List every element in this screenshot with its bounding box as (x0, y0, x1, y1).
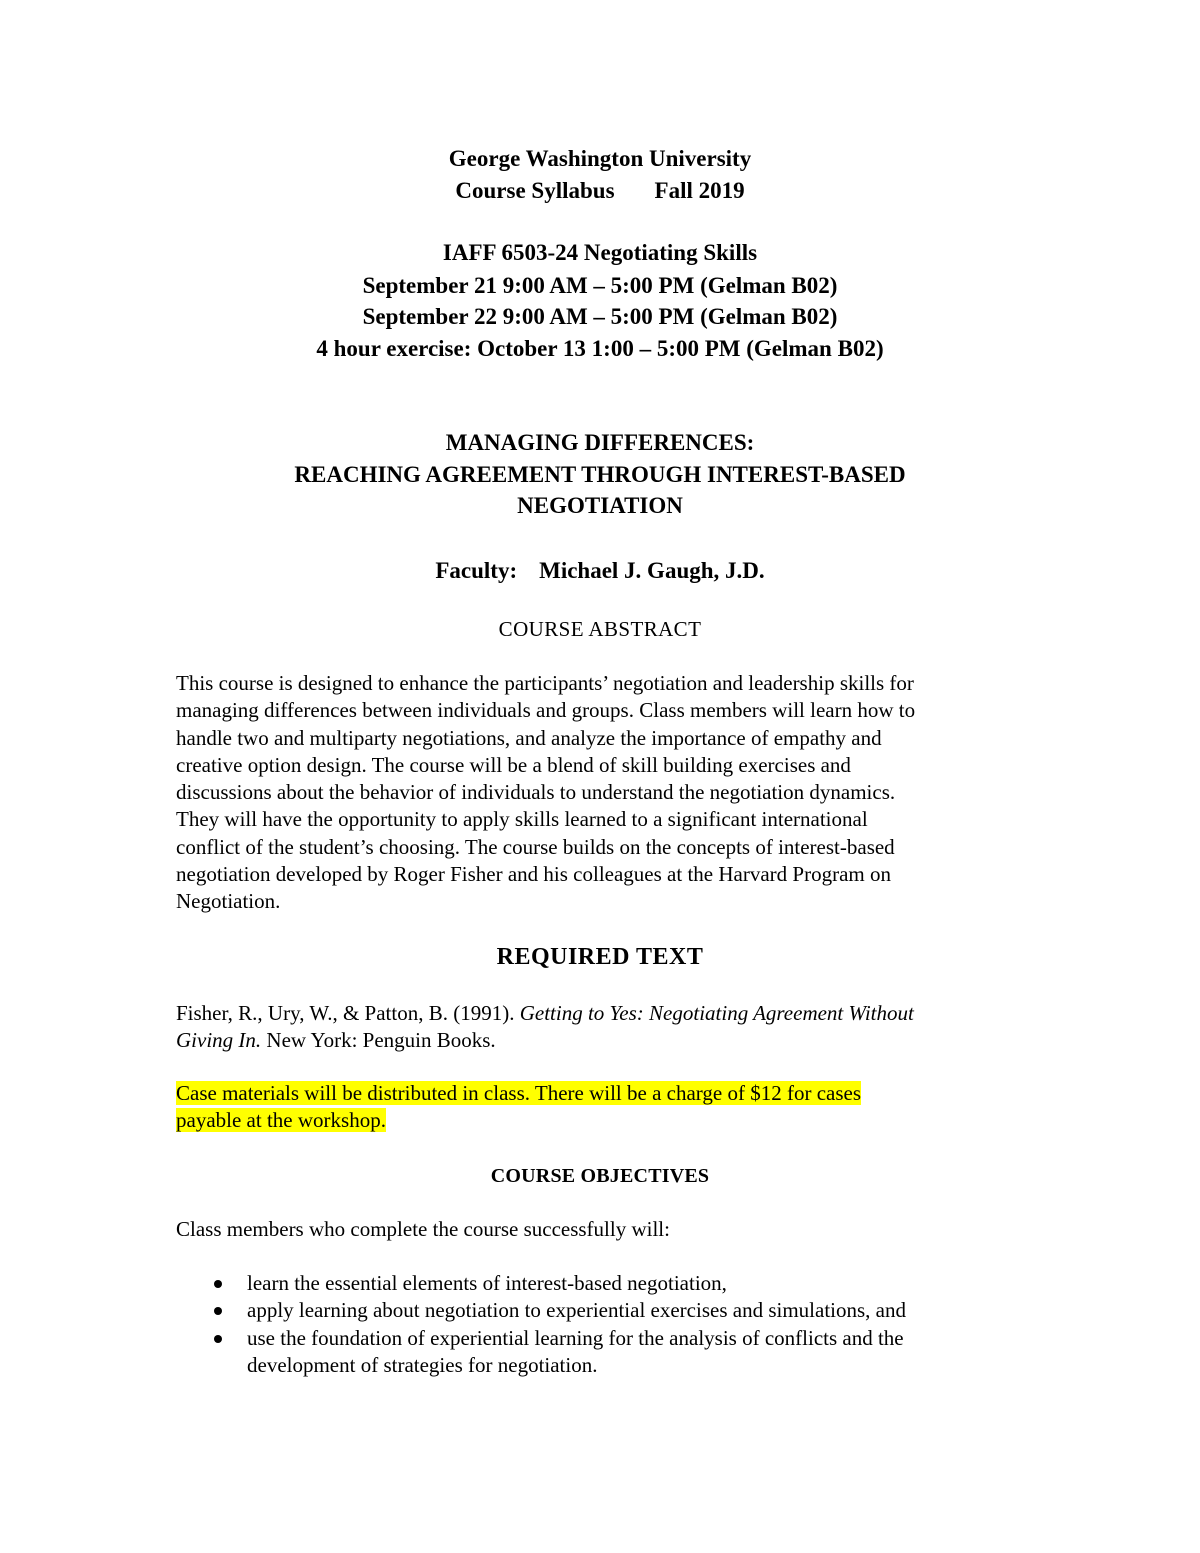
objective-text: learn the essential elements of interest-based negotiation, (247, 1271, 727, 1295)
exercise-session: 4 hour exercise: October 13 1:00 – 5:00 PM (Gelman B02) (316, 336, 884, 361)
syllabus-term-line (0, 175, 1200, 206)
objective-text: use the foundation of experiential learning for the analysis of conflicts and the development of strategies for negotiation. (247, 1325, 904, 1377)
abstract-body (176, 670, 1026, 916)
required-text-heading: REQUIRED TEXT (496, 944, 704, 970)
objectives-heading: COURSE OBJECTIVES (490, 1165, 710, 1187)
list-item (176, 1297, 1026, 1324)
faculty-label: Faculty: (435, 558, 518, 583)
objectives-list (176, 1270, 1026, 1379)
faculty-name: Michael J. Gaugh, J.D. (539, 558, 765, 583)
abstract-line: Negotiation. (176, 889, 281, 914)
required-text-citation (176, 1000, 1026, 1055)
case-materials-note (176, 1080, 1026, 1135)
session-2: September 22 9:00 AM – 5:00 PM (Gelman B02) (362, 304, 838, 329)
citation-publisher: New York: Penguin Books. (261, 1028, 496, 1053)
citation-authors: Fisher, R., Ury, W., & Patton, B. (1991). (176, 1001, 520, 1025)
citation-title-cont: Giving In. (176, 1028, 262, 1053)
course-code-title: IAFF 6503-24 Negotiating Skills (442, 240, 758, 265)
title-line-2: REACHING AGREEMENT THROUGH INTEREST-BASED (294, 462, 906, 487)
objective-text: apply learning about negotiation to experiential exercises and simulations, and (247, 1298, 906, 1323)
abstract-line: handle two and multiparty negotiations, and analyze the importance of empathy and (176, 725, 882, 750)
abstract-line: They will have the opportunity to apply skills learned to a significant international (176, 807, 868, 832)
term: Fall 2019 (654, 178, 745, 203)
abstract-line: creative option design. The course will be a blend of skill building exercises and (176, 752, 851, 777)
title-line-1: MANAGING DIFFERENCES: (445, 430, 755, 455)
citation-title: Getting to Yes: Negotiating Agreement Without (519, 1001, 914, 1025)
title-line-3: NEGOTIATION (517, 493, 683, 518)
faculty-line (0, 555, 1200, 586)
syllabus-label: Course Syllabus (455, 178, 615, 203)
abstract-line: This course is designed to enhance the participants’ negotiation and leadership skills for (176, 671, 914, 695)
session-1: September 21 9:00 AM – 5:00 PM (Gelman B02) (362, 273, 838, 298)
university-name: George Washington University (448, 146, 752, 171)
list-item (176, 1325, 1007, 1380)
bullet-icon (214, 1280, 222, 1288)
abstract-line: conflict of the student’s choosing. The course builds on the concepts of interest-based (176, 834, 895, 859)
highlighted-note-line-1: Case materials will be distributed in class. There will be a charge of $12 for cases (176, 1081, 862, 1105)
bullet-icon (214, 1307, 222, 1315)
list-item (176, 1270, 1026, 1297)
bullet-icon (214, 1335, 222, 1343)
objectives-intro: Class members who complete the course successfully will: (176, 1217, 670, 1241)
abstract-line: negotiation developed by Roger Fisher and his colleagues at the Harvard Program on (176, 862, 891, 887)
highlighted-note-line-2: payable at the workshop. (176, 1108, 386, 1133)
abstract-line: managing differences between individuals and groups. Class members will learn how to (176, 698, 916, 723)
abstract-line: discussions about the behavior of individuals to understand the negotiation dynamics. (176, 780, 896, 805)
abstract-heading: COURSE ABSTRACT (498, 617, 702, 641)
